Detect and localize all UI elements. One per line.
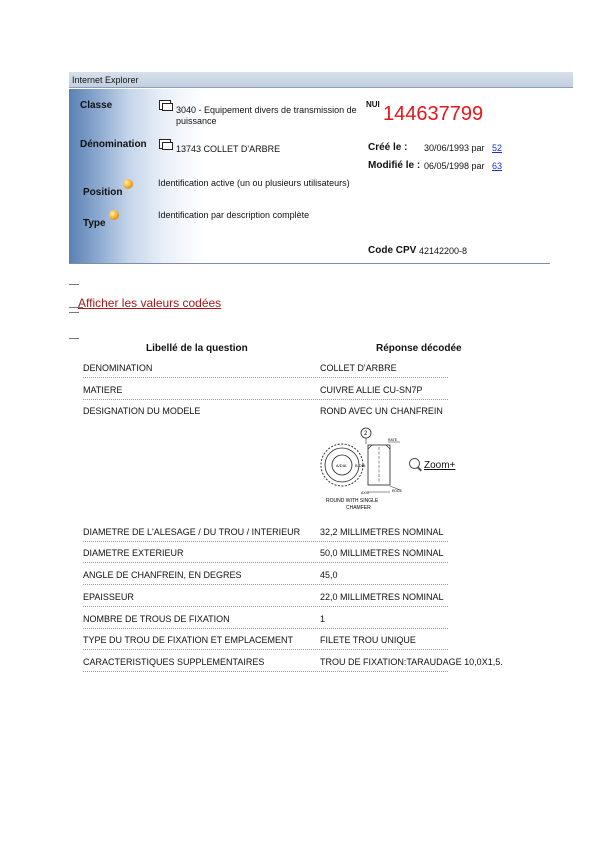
type-value: Identification par description complète bbox=[158, 210, 310, 220]
zoom-link[interactable]: Zoom+ bbox=[424, 460, 456, 471]
classe-value: 3040 - Equipement divers de transmission de puissance bbox=[176, 105, 357, 126]
type-label: Type bbox=[83, 218, 106, 229]
model-diagram bbox=[316, 420, 406, 512]
table-row bbox=[83, 525, 448, 542]
row-question: NOMBRE DE TROUS DE FIXATION bbox=[83, 614, 230, 624]
denomination-value: 13743 COLLET D'ARBRE bbox=[176, 144, 281, 154]
row-answer: 45,0 bbox=[320, 570, 338, 580]
row-question: CARACTERISTIQUES SUPPLEMENTAIRES bbox=[83, 657, 265, 667]
edit-pencil-icon[interactable] bbox=[109, 210, 119, 220]
column-header-answer: Réponse décodée bbox=[376, 343, 462, 354]
edit-pencil-icon[interactable] bbox=[123, 179, 133, 189]
row-question: TYPE DU TROU DE FIXATION ET EMPLACEMENT bbox=[83, 635, 294, 645]
svg-text:B DIA: B DIA bbox=[355, 463, 366, 468]
row-question: MATIERE bbox=[83, 385, 123, 395]
column-header-question: Libellé de la question bbox=[146, 343, 248, 354]
row-answer: CUIVRE ALLIE CU-SN7P bbox=[320, 385, 423, 395]
table-row bbox=[83, 590, 448, 607]
table-row bbox=[83, 655, 503, 672]
svg-text:EDGE: EDGE bbox=[392, 489, 402, 493]
table-row bbox=[83, 568, 448, 585]
modified-label: Modifié le : bbox=[368, 160, 421, 171]
svg-text:A/DIA: A/DIA bbox=[336, 463, 347, 468]
row-answer: COLLET D'ARBRE bbox=[320, 363, 397, 373]
created-date: 30/06/1993 par bbox=[424, 143, 485, 153]
classe-label: Classe bbox=[80, 100, 113, 111]
created-by-link[interactable]: 52 bbox=[492, 143, 503, 153]
diagram-caption-line2: CHAMFER bbox=[346, 505, 371, 511]
row-question: DENOMINATION bbox=[83, 363, 153, 373]
table-row bbox=[83, 383, 448, 400]
cpv-label: Code CPV bbox=[368, 245, 417, 256]
nui-value: 144637799 bbox=[383, 103, 484, 125]
row-question: DIAMETRE EXTERIEUR bbox=[83, 548, 184, 558]
row-answer: TROU DE FIXATION:TARAUDAGE 10,0X1,5. bbox=[320, 657, 503, 667]
table-row bbox=[83, 546, 448, 563]
show-coded-values-link[interactable]: Afficher les valeurs codées bbox=[78, 296, 222, 310]
row-answer: ROND AVEC UN CHANFREIN bbox=[320, 406, 443, 416]
svg-text:2: 2 bbox=[364, 431, 368, 437]
table-row bbox=[83, 361, 448, 378]
row-question: DESIGNATION DU MODELE bbox=[83, 406, 201, 416]
diagram-caption-line1: ROUND WITH SINGLE bbox=[326, 498, 379, 504]
created-label: Créé le : bbox=[368, 142, 408, 153]
table-row bbox=[83, 404, 448, 420]
row-question: DIAMETRE DE L'ALESAGE / DU TROU / INTERIEUR bbox=[83, 527, 301, 537]
svg-text:RATE: RATE bbox=[388, 438, 398, 442]
position-label: Position bbox=[83, 187, 123, 198]
row-answer: 22,0 MILLIMETRES NOMINAL bbox=[320, 592, 444, 602]
nui-label: NUI bbox=[366, 100, 380, 109]
document-icon[interactable] bbox=[159, 100, 171, 110]
row-question: ANGLE DE CHANFREIN, EN DEGRES bbox=[83, 570, 242, 580]
denomination-label: Dénomination bbox=[80, 139, 147, 150]
row-answer: FILETE TROU UNIQUE bbox=[320, 635, 416, 645]
magnifier-icon[interactable] bbox=[409, 458, 420, 469]
table-row bbox=[83, 633, 448, 650]
svg-text:AXIS: AXIS bbox=[361, 491, 369, 495]
window-title: Internet Explorer bbox=[69, 72, 573, 88]
modified-by-link[interactable]: 63 bbox=[492, 161, 503, 171]
table-row bbox=[83, 612, 448, 629]
position-value: Identification active (un ou plusieurs utilisateurs) bbox=[158, 178, 350, 188]
row-question: EPAISSEUR bbox=[83, 592, 134, 602]
document-icon[interactable] bbox=[159, 139, 171, 149]
zoom-control[interactable] bbox=[409, 458, 455, 471]
cpv-value: 42142200-8 bbox=[419, 246, 468, 256]
modified-date: 06/05/1998 par bbox=[424, 161, 485, 171]
row-answer: 1 bbox=[320, 614, 326, 624]
row-answer: 50,0 MILLIMETRES NOMINAL bbox=[320, 548, 444, 558]
row-answer: 32,2 MILLIMETRES NOMINAL bbox=[320, 527, 444, 537]
